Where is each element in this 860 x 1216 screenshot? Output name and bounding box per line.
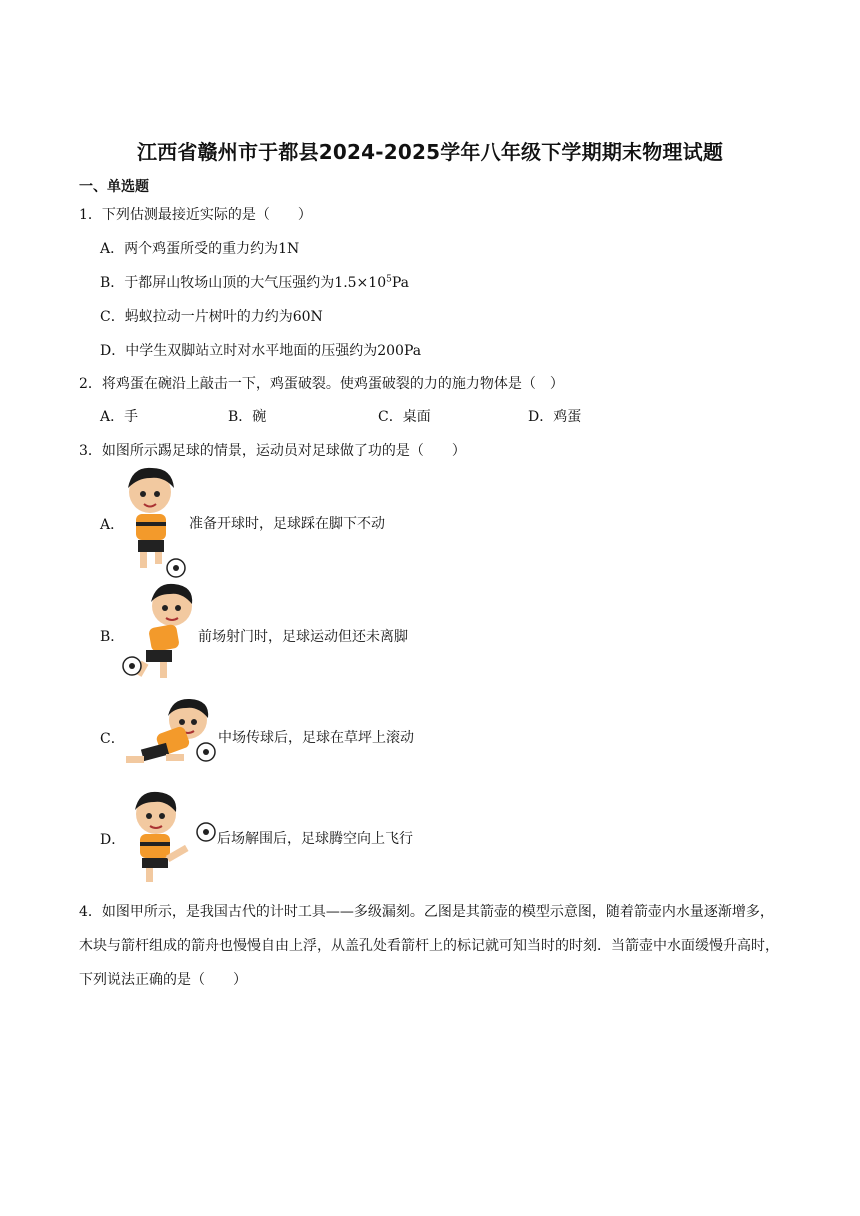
question-1-option-b: B．于都屏山牧场山顶的大气压强约为$1.5\times 10^5Pa$	[100, 274, 409, 291]
question-2-option-b: B．碗	[228, 409, 267, 425]
question-4-text: 4．如图甲所示，是我国古代的计时工具——多级漏刻。乙图是其箭壶的模型示意图，随着箭壶内水量逐渐增多，木块与箭杆组成的箭舟也慢慢自由上浮，从盖孔处看箭杆上的标记就可知当时的时刻．当箭壶中水面缓慢升高时，下列说法正确的是（ ）	[79, 904, 779, 988]
question-1-option-d: D．中学生双脚站立时对水平地面的压强约为200Pa	[100, 343, 422, 359]
question-2-stem: 2．将鸡蛋在碗沿上敲击一下，鸡蛋破裂。使鸡蛋破裂的力的施力物体是（ ）	[79, 376, 564, 392]
section-heading: 一、单选题	[79, 179, 149, 195]
soccer-player-a-figure	[120, 462, 190, 580]
question-1-stem: 1．下列估测最接近实际的是（ ）	[79, 207, 312, 223]
question-3-option-d-letter: D．	[100, 832, 126, 848]
question-3-option-c-letter: C．	[100, 731, 125, 747]
soccer-player-b-figure	[120, 580, 198, 686]
question-3-option-a-text: 准备开球时，足球踩在脚下不动	[189, 516, 385, 532]
question-3-option-b-text: 前场射门时，足球运动但还未离脚	[198, 629, 408, 645]
soccer-player-c-figure	[122, 696, 222, 774]
question-3-option-a-letter: A．	[100, 517, 125, 533]
question-1-option-c: C．蚂蚁拉动一片树叶的力约为60N	[100, 309, 323, 325]
question-3-option-c-text: 中场传球后，足球在草坪上滚动	[218, 730, 414, 746]
question-3-option-d-text: 后场解围后，足球腾空向上飞行	[217, 831, 413, 847]
question-3-stem: 3．如图所示踢足球的情景，运动员对足球做了功的是（ ）	[79, 443, 466, 459]
question-3-option-b-letter: B．	[100, 629, 125, 645]
page-title: 江西省赣州市于都县2024-2025学年八年级下学期期末物理试题	[136, 140, 724, 164]
soccer-player-d-figure	[122, 790, 218, 884]
question-2-option-c: C．桌面	[378, 409, 431, 425]
question-2-option-a: A．手	[100, 409, 139, 425]
question-1-option-a: A．两个鸡蛋所受的重力约为1N	[100, 241, 300, 257]
question-2-option-d: D．鸡蛋	[528, 409, 582, 425]
